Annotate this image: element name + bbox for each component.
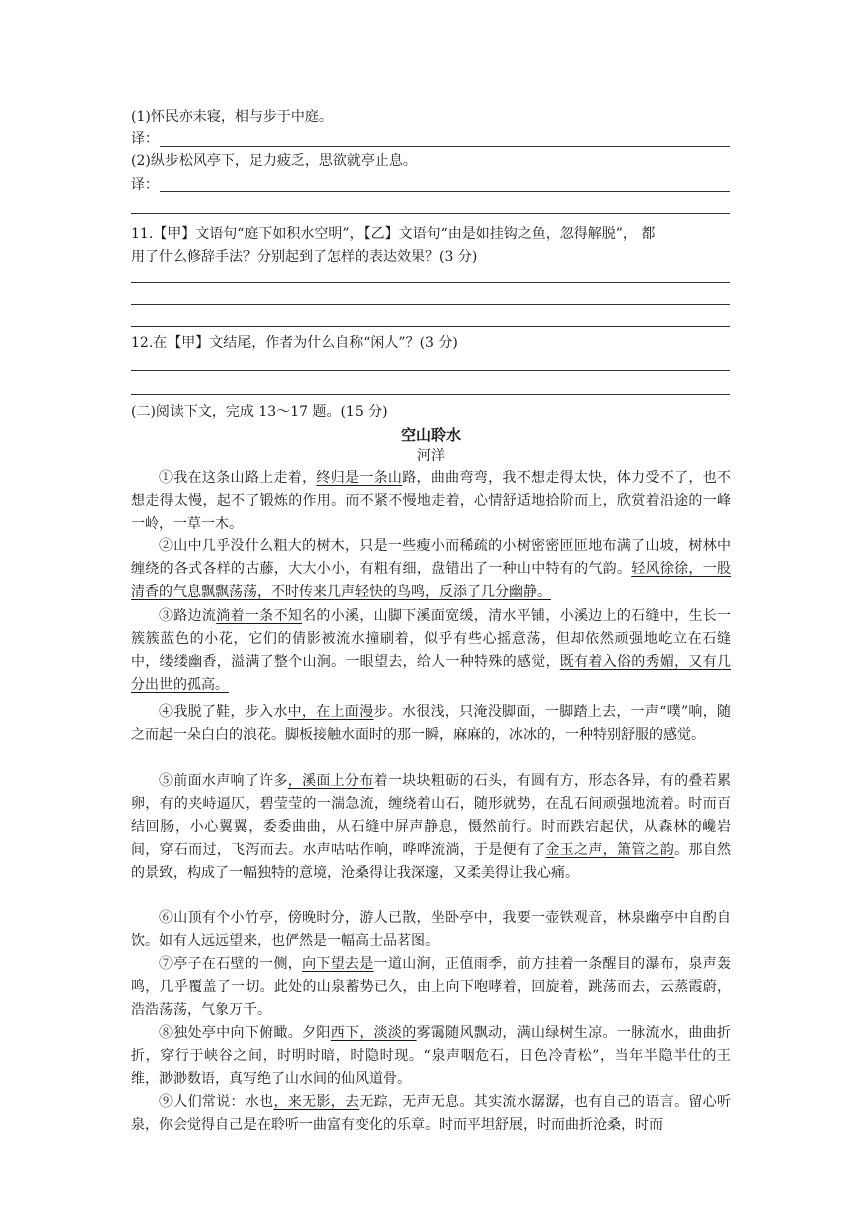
sentence-1: (1)怀民亦未寝，相与步于中庭。 (131, 109, 333, 125)
question-11-line-2: 用了什么修辞手法？分别起到了怎样的表达效果？(3 分) (131, 249, 478, 265)
paragraph-3: ③路边流淌着一条不知名的小溪，山脚下溪面宽缓，清水平铺，小溪边上的石缝中，生长一簇簇蓝色的小花，它们的倩影被流水撞刷着，似乎有些心摇意荡，但却依然顽强地屹立在石缝中，缕缕幽香，溢满了整个山涧。一眼望去，给人一种特殊的感觉，既有着入俗的秀媚，又有几分出世的孤高。 (131, 608, 732, 693)
paragraph-8: ⑧独处亭中向下俯瞰。夕阳西下，淡淡的雾霭随风飘动，满山绿树生凉。一脉流水，曲曲折折，穿行于峡谷之间，时明时暗，时隐时现。“泉声咽危石，日色冷青松”，当年半隐半仕的王维，渺渺数语，真写绝了山水间的仙风道骨。 (131, 1025, 732, 1087)
answer-line[interactable] (131, 213, 730, 214)
section-intro: (二)阅读下文，完成 13～17 题。(15 分) (131, 404, 388, 420)
paragraph-4: ④我脱了鞋，步入水中，在上面漫步。水很浅，只淹没脚面，一脚踏上去，一声“噗”响，随之而起一朵白白的浪花。脚板接触水面时的那一瞬，麻麻的，冰冰的，一种特别舒服的感觉。 (131, 704, 732, 743)
paragraph-9: ⑨人们常说：水也，来无影，去无踪，无声无息。其实流水潺潺，也有自己的语言。留心听泉，你会觉得自己是在聆听一曲富有变化的乐章。时而平坦舒展，时而曲折沧桑，时而 (131, 1094, 732, 1133)
answer-line[interactable] (131, 282, 730, 283)
article-author: 河洋 (417, 448, 445, 464)
article-title: 空山聆水 (400, 426, 461, 444)
paragraph-5: ⑤前面水声响了许多，溪面上分布着一块块粗砺的石头，有圆有方，形态各异，有的叠若累卵，有的夹峙逼仄，碧莹莹的一湍急流，缠绕着山石，随形就势，在乱石间顽强地流着。时而百结回肠，小心翼翼，委委曲曲，从石缝中屏声静息，慑然前行。时而跌宕起伏，从森林的巉岩间，穿石而过，飞泻而去。水声咕咕作响，哗哗流淌，于是便有了金玉之声，箫管之韵。那自然的景致，构成了一幅独特的意境，沧桑得让我深邃，又柔美得让我心痛。 (131, 773, 732, 881)
answer-line[interactable] (131, 370, 730, 371)
sentence-2: (2)纵步松风亭下，足力疲乏，思欲就亭止息。 (131, 153, 417, 169)
answer-line[interactable] (131, 304, 730, 305)
paragraph-6: ⑥山顶有个小竹亭，傍晚时分，游人已散，坐卧亭中，我要一壶铁观音，林泉幽亭中自酌自饮。如有人远远望来，也俨然是一幅高士品茗图。 (131, 910, 731, 949)
answer-line[interactable] (160, 191, 730, 192)
paragraph-1: ①我在这条山路上走着，终归是一条山路，曲曲弯弯，我不想走得太快，体力受不了，也不想走得太慢，起不了锻炼的作用。而不紧不慢地走着，心情舒适地拾阶而上，欣赏着沿途的一峰一岭，一草一木。 (131, 470, 732, 532)
question-12: 12.在【甲】文结尾，作者为什么自称“闲人”？(3 分) (131, 335, 458, 351)
answer-line[interactable] (160, 146, 730, 147)
paragraph-7: ⑦亭子在石壁的一侧，向下望去是一道山涧，正值雨季，前方挂着一条醒目的瀑布，泉声轰鸣，几乎覆盖了一切。此处的山泉蓄势已久，由上向下咆哮着，回旋着，跳荡而去，云蒸霞蔚，浩浩荡荡，气象万千。 (131, 956, 732, 1018)
question-11-line-1: 11.【甲】文语句“庭下如积水空明”，【乙】文语句“由是如挂钩之鱼，忽得解脱”， 都 (131, 226, 656, 242)
translation-label-2: 译： (131, 177, 159, 193)
translation-label-1: 译： (131, 131, 159, 147)
answer-line[interactable] (131, 394, 730, 395)
answer-line[interactable] (131, 326, 730, 327)
paragraph-2: ②山中几乎没什么粗大的树木，只是一些瘦小而稀疏的小树密密匝匝地布满了山坡，树林中缠绕的各式各样的古藤，大大小小，有粗有细，盘错出了一种山中特有的气韵。轻风徐徐，一股清香的气息飘飘荡荡，不时传来几声轻快的鸟鸣，反添了几分幽静。 (131, 538, 732, 600)
